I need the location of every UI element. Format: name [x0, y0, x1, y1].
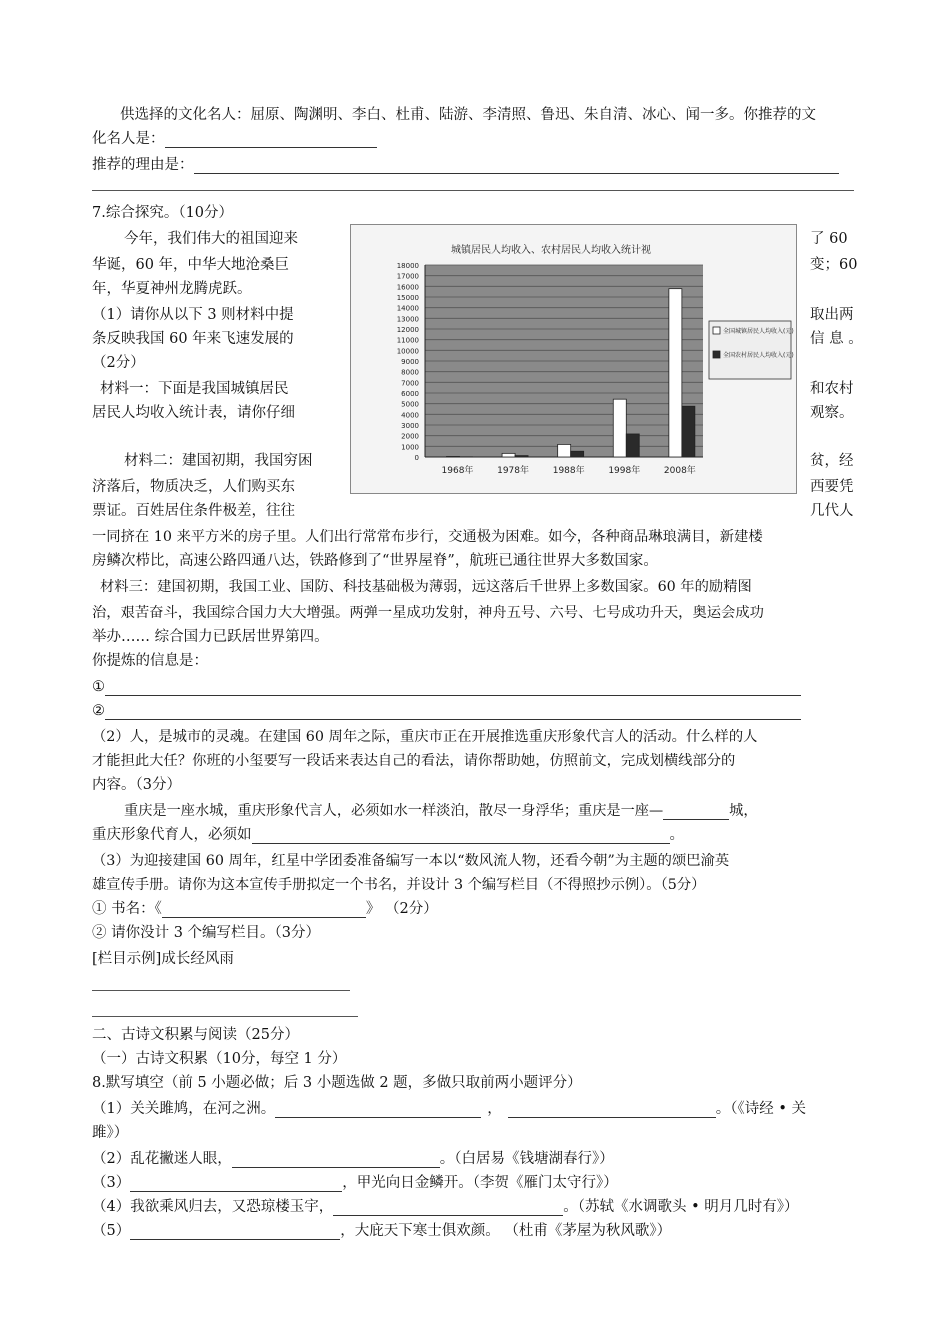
y-tick-label: 10000 — [396, 347, 419, 356]
q7-m2-line-5: 房鳞次栉比，高速公路四通八达，铁路修到了“世界屋脊”，航班已通往世界大多数国家。 — [92, 553, 658, 569]
y-tick-label: 13000 — [396, 315, 419, 324]
answer-blank[interactable] — [162, 903, 366, 918]
x-tick-label: 1998年 — [608, 466, 641, 476]
q7-m1-left-1: 材料一：下面是我国城镇居民 — [100, 381, 289, 397]
q7-p2-line-1: （2）人，是城市的灵魂。在建国 60 周年之际，重庆市正在开展推选重庆形象代言人的活动。什么样的人 — [92, 729, 758, 745]
q6-names: 供选择的文化名人：屈原、陶渊明、李白、杜甫、陆游、李清照、鲁迅、朱自清、冰心、闻一多。你推荐的文 — [120, 107, 816, 123]
q7-p1-left-2: 条反映我国 60 年来飞速发展的 — [92, 331, 294, 347]
answer-blank[interactable] — [105, 681, 801, 696]
q7-m2-left-2: 济落后，物质决乏，人们购买东 — [92, 479, 295, 495]
y-tick-label: 3000 — [401, 422, 419, 430]
answer-line[interactable] — [92, 1016, 358, 1017]
legend-swatch-urban — [713, 327, 720, 334]
bar-urban — [669, 289, 682, 457]
x-tick-label: 1988年 — [552, 466, 585, 476]
q7-m3-line-2: 治，艰苦奋斗，我国综合国力大大增强。两弹一星成功发射，神舟五号、六号、七号成功升天，奥运会成功 — [92, 605, 764, 621]
q7-title: 7.综合探究。（10分） — [92, 205, 234, 221]
y-tick-label: 5000 — [401, 400, 419, 409]
chart-title: 城镇居民人均收入、农村居民人均收入统计视 — [451, 245, 651, 256]
q8-item-5: （5） ，大庇天下寒士俱欢颜。 （杜甫《茅屋为秋风歌》） — [92, 1223, 672, 1239]
answer-line[interactable] — [92, 990, 350, 991]
y-tick-label: 18000 — [396, 262, 419, 270]
legend-label-urban: 全国城镇居民人均收入(元) — [723, 328, 794, 335]
y-tick-label: 15000 — [396, 294, 419, 302]
q7-extract-1: ① — [92, 678, 801, 696]
q7-extract-label: 你提炼的信息是： — [92, 653, 208, 669]
x-tick-label: 1968年 — [441, 466, 474, 476]
y-tick-label: 11000 — [396, 336, 419, 345]
y-tick-label: 0 — [414, 454, 419, 462]
answer-blank[interactable] — [508, 1103, 716, 1118]
answer-blank[interactable] — [333, 1201, 563, 1216]
answer-blank[interactable] — [194, 159, 839, 174]
y-tick-label: 8000 — [401, 368, 419, 377]
answer-blank[interactable] — [663, 805, 729, 820]
legend-label-rural: 全国农村居民人均收入(元) — [723, 352, 794, 359]
bar-urban — [613, 399, 626, 457]
answer-line[interactable] — [92, 190, 854, 191]
q8-item-3: （3） ，甲光向日金鳞开。（李贺《雁门太守行》） — [92, 1175, 618, 1191]
q7-p2-line-2: 才能担此大任？你班的小玺要写一段话来表达自己的看法，请你帮助她，仿照前文，完成划横线部分的 — [92, 753, 736, 769]
q7-p1-left-3: （2分） — [92, 355, 145, 371]
q7-book-name: ① 书名：《 》 （2分） — [92, 901, 438, 917]
q8-title: 8.默写填空（前 5 小题必做；后 3 小题选做 2 题，多做只取前两小题评分） — [92, 1075, 582, 1091]
x-tick-label: 1978年 — [497, 466, 530, 476]
q7-m2-line-4: 一同挤在 10 来平方米的房子里。人们出行常常布步行，交通极为困难。如今，各种商品琳琅满目，新建楼 — [92, 529, 763, 545]
answer-blank[interactable] — [232, 1153, 440, 1168]
q7-intro-right-2: 变；60 — [810, 257, 858, 273]
q7-m2-right-3: 几代人 — [810, 503, 854, 519]
q7-p2-line-4: 重庆是一座水城，重庆形象代言人，必须如水一样淡泊，散尽一身浮华；重庆是一座— 城， — [124, 803, 758, 819]
y-tick-label: 2000 — [401, 432, 419, 441]
q7-p2-line-5: 重庆形象代育人，必须如 。 — [92, 827, 684, 843]
q6-names-line2: 化名人是： — [92, 130, 377, 148]
bar-rural — [626, 434, 639, 457]
q7-m2-right-1: 贫，经 — [810, 453, 854, 469]
q7-intro-left-3: 年，华夏神州龙腾虎跃。 — [92, 281, 252, 297]
answer-blank[interactable] — [105, 705, 801, 720]
answer-blank[interactable] — [275, 1103, 481, 1118]
q7-p1-right-1: 取出两 — [810, 307, 854, 323]
answer-blank[interactable] — [165, 133, 377, 148]
q8-item-4: （4）我欲乘风归去，又恐琼楼玉宇， 。（苏轼《水调歌头 • 明月几时有》） — [92, 1199, 799, 1215]
q7-example: [栏目示例]成长经风雨 — [92, 951, 234, 967]
sec2-subtitle: （一）古诗文积累（10分，每空 1 分） — [92, 1051, 347, 1067]
y-tick-label: 7000 — [401, 379, 419, 388]
y-tick-label: 17000 — [396, 272, 419, 281]
q7-p1-left-1: （1）请你从以下 3 则材料中提 — [92, 307, 294, 323]
q7-intro-left-1: 今年，我们伟大的祖国迎来 — [124, 231, 298, 247]
bar-urban — [446, 456, 459, 457]
q8-item-1-cont: 雎》） — [92, 1125, 129, 1141]
bar-urban — [502, 453, 515, 457]
y-tick-label: 9000 — [401, 358, 419, 366]
q7-m2-left-1: 材料二：建国初期，我国穷困 — [124, 453, 313, 469]
y-tick-label: 6000 — [401, 390, 419, 398]
y-tick-label: 16000 — [396, 283, 419, 292]
sec2-title: 二、古诗文积累与阅读（25分） — [92, 1027, 299, 1043]
q7-p3-line-2: 雄宣传手册。请你为这本宣传手册拟定一个书名，并设计 3 个编写栏目（不得照抄示例）。（5分） — [92, 877, 706, 893]
q7-p2-line-3: 内容。（3分） — [92, 777, 181, 793]
bar-urban — [558, 444, 571, 457]
income-chart-svg — [351, 225, 796, 493]
q8-item-2: （2）乱花撇迷人眼， 。（白居易《钱塘湖春行》） — [92, 1151, 614, 1167]
y-tick-label: 14000 — [396, 304, 419, 313]
q8-item-1: （1）关关雎鸠，在河之洲。 ， 。（《诗经 • 关 — [92, 1101, 807, 1117]
q7-p1-right-2: 信 息 。 — [810, 331, 863, 347]
q7-intro-left-2: 华诞，60 年，中华大地沧桑巨 — [92, 257, 290, 273]
y-tick-label: 1000 — [401, 443, 419, 452]
answer-blank[interactable] — [252, 829, 670, 844]
income-chart — [350, 224, 797, 494]
q7-p3-line-1: （3）为迎接建国 60 周年，红星中学团委准备编写一本以“数风流人物，还看今朝”为主题的颂巴渝英 — [92, 853, 730, 869]
q7-m3-line-3: 举办…… 综合国力已跃居世界第四。 — [92, 629, 329, 645]
legend-swatch-rural — [713, 351, 720, 358]
answer-blank[interactable] — [130, 1225, 340, 1240]
bar-rural — [571, 451, 584, 457]
q7-m2-right-2: 西要凭 — [810, 479, 854, 495]
q7-m1-right-2: 观察。 — [810, 405, 854, 421]
q7-m1-left-2: 居民人均收入统计表，请你仔细 — [92, 405, 295, 421]
q6-reason: 推荐的理由是： — [92, 156, 839, 174]
q7-intro-right-1: 了 60 — [810, 231, 848, 247]
bar-rural — [515, 456, 528, 457]
q7-extract-2: ② — [92, 702, 801, 720]
y-tick-label: 12000 — [396, 326, 419, 334]
bar-rural — [682, 406, 695, 457]
x-tick-label: 2008年 — [663, 466, 696, 476]
q7-m3-line-1: 材料三：建国初期，我国工业、国防、科技基础极为薄弱，远这落后千世界上多数国家。60 年的励精图 — [100, 579, 752, 595]
q7-m1-right-1: 和农村 — [810, 381, 854, 397]
q7-design: ② 请你没计 3 个编写栏目。（3分） — [92, 925, 321, 941]
answer-blank[interactable] — [130, 1177, 342, 1192]
y-tick-label: 4000 — [401, 411, 419, 420]
q7-m2-left-3: 票证。百姓居住条件极差，往往 — [92, 503, 295, 519]
